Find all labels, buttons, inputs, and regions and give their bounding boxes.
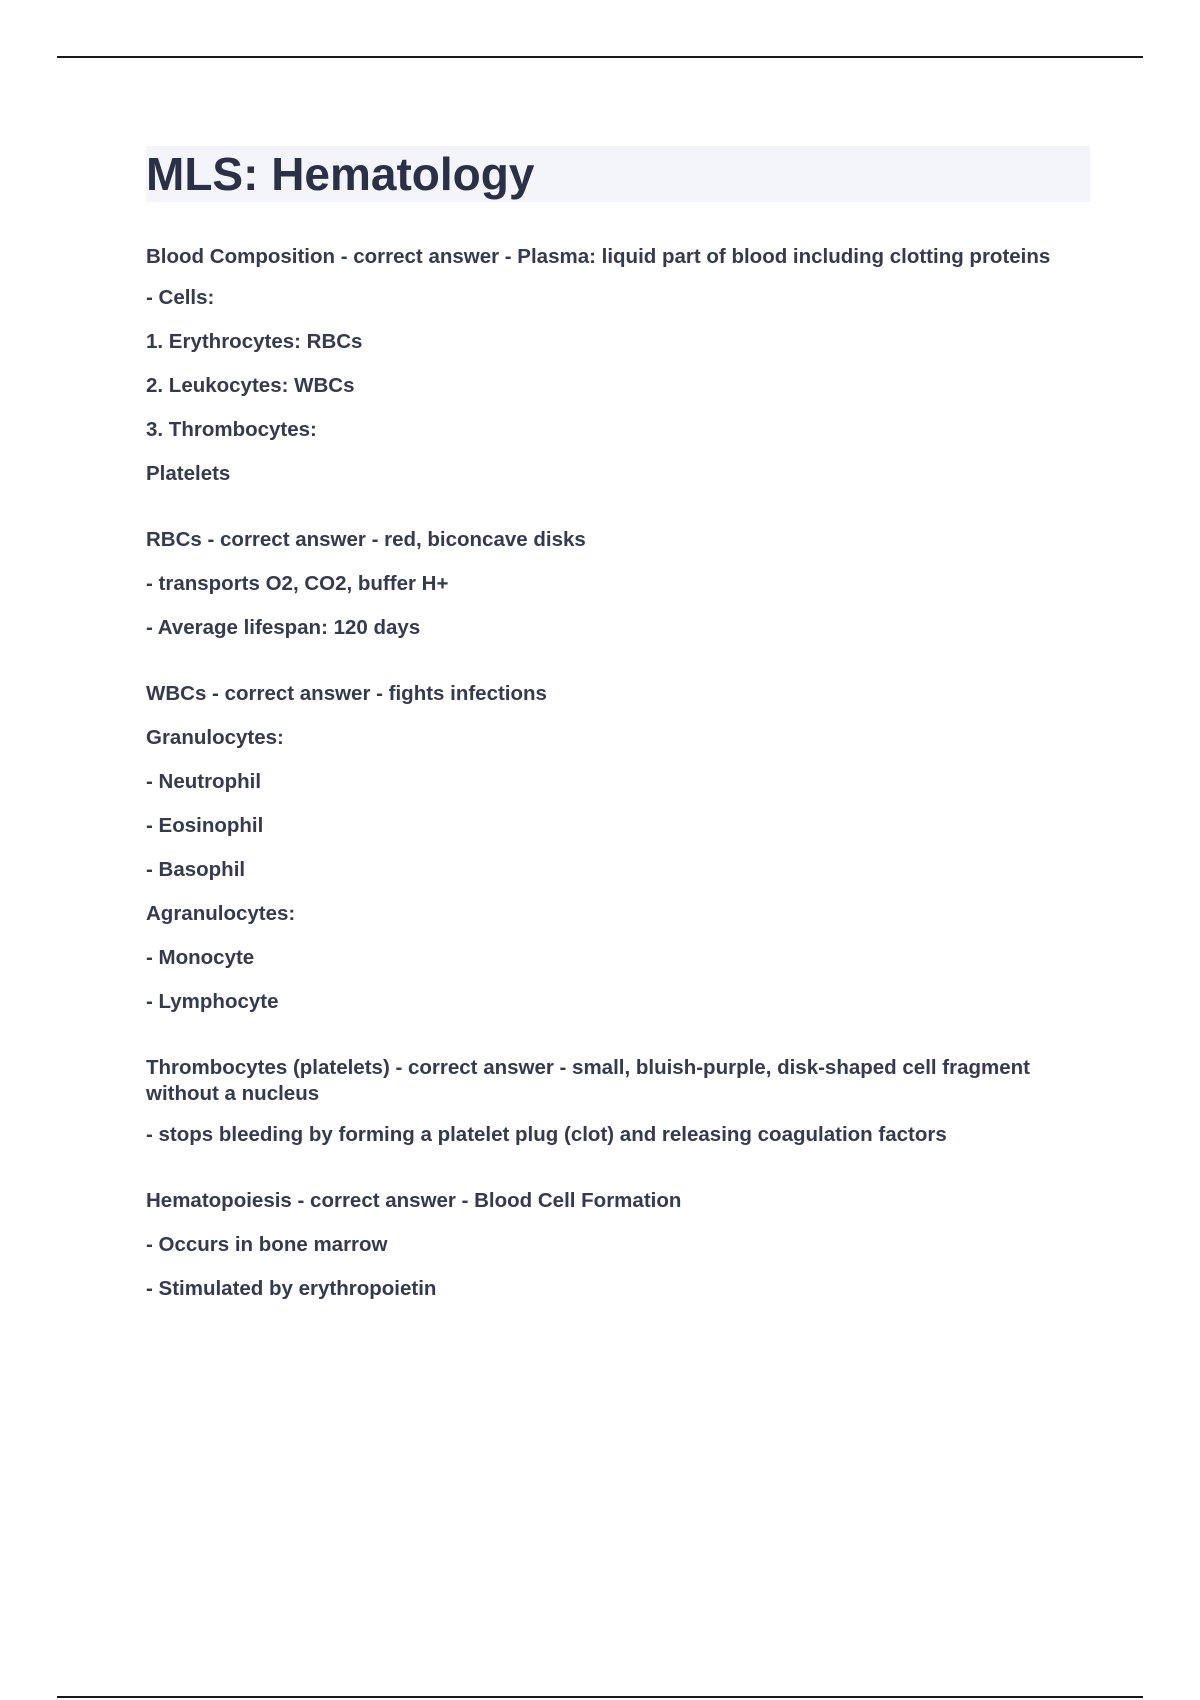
card-line: - stops bleeding by forming a platelet plug (clot) and releasing coagulation factors [146,1123,947,1146]
document-title: MLS: Hematology [146,148,535,200]
flashcard-hematopoiesis [146,1188,1090,1302]
flashcard-rbcs [146,527,1090,641]
card-line: - Eosinophil [146,814,264,837]
card-line: 3. Thrombocytes: [146,418,317,441]
card-line: - Occurs in bone marrow [146,1233,388,1256]
top-rule [57,56,1143,58]
card-line: Hematopoiesis - correct answer - Blood Cell Formation [146,1189,682,1212]
card-line: - transports O2, CO2, buffer H+ [146,572,449,595]
card-line: - Cells: [146,286,215,309]
card-line: WBCs - correct answer - fights infections [146,682,547,705]
flashcard-thrombocytes [146,1055,1090,1148]
card-line: - Basophil [146,858,246,881]
card-line: - Neutrophil [146,770,262,793]
card-line: Thrombocytes (platelets) - correct answer - small, bluish-purple, disk-shaped cell fragment without a nucleus [146,1056,1030,1105]
card-line: 2. Leukocytes: WBCs [146,374,355,397]
card-line: - Stimulated by erythropoietin [146,1277,437,1300]
card-line: - Lymphocyte [146,990,279,1013]
card-line: Platelets [146,462,231,485]
bottom-rule [57,1696,1143,1698]
card-line: RBCs - correct answer - red, biconcave disks [146,528,586,551]
flashcard-wbcs [146,681,1090,1015]
document-body [146,146,1090,1342]
card-line: Granulocytes: [146,726,284,749]
card-line: 1. Erythrocytes: RBCs [146,330,363,353]
card-line: - Average lifespan: 120 days [146,616,421,639]
card-line: Agranulocytes: [146,902,296,925]
card-line: Blood Composition - correct answer - Plasma: liquid part of blood including clotting proteins [146,245,1051,268]
card-line: - Monocyte [146,946,255,969]
title-bar [146,146,1090,202]
flashcard-blood-composition [146,244,1090,487]
